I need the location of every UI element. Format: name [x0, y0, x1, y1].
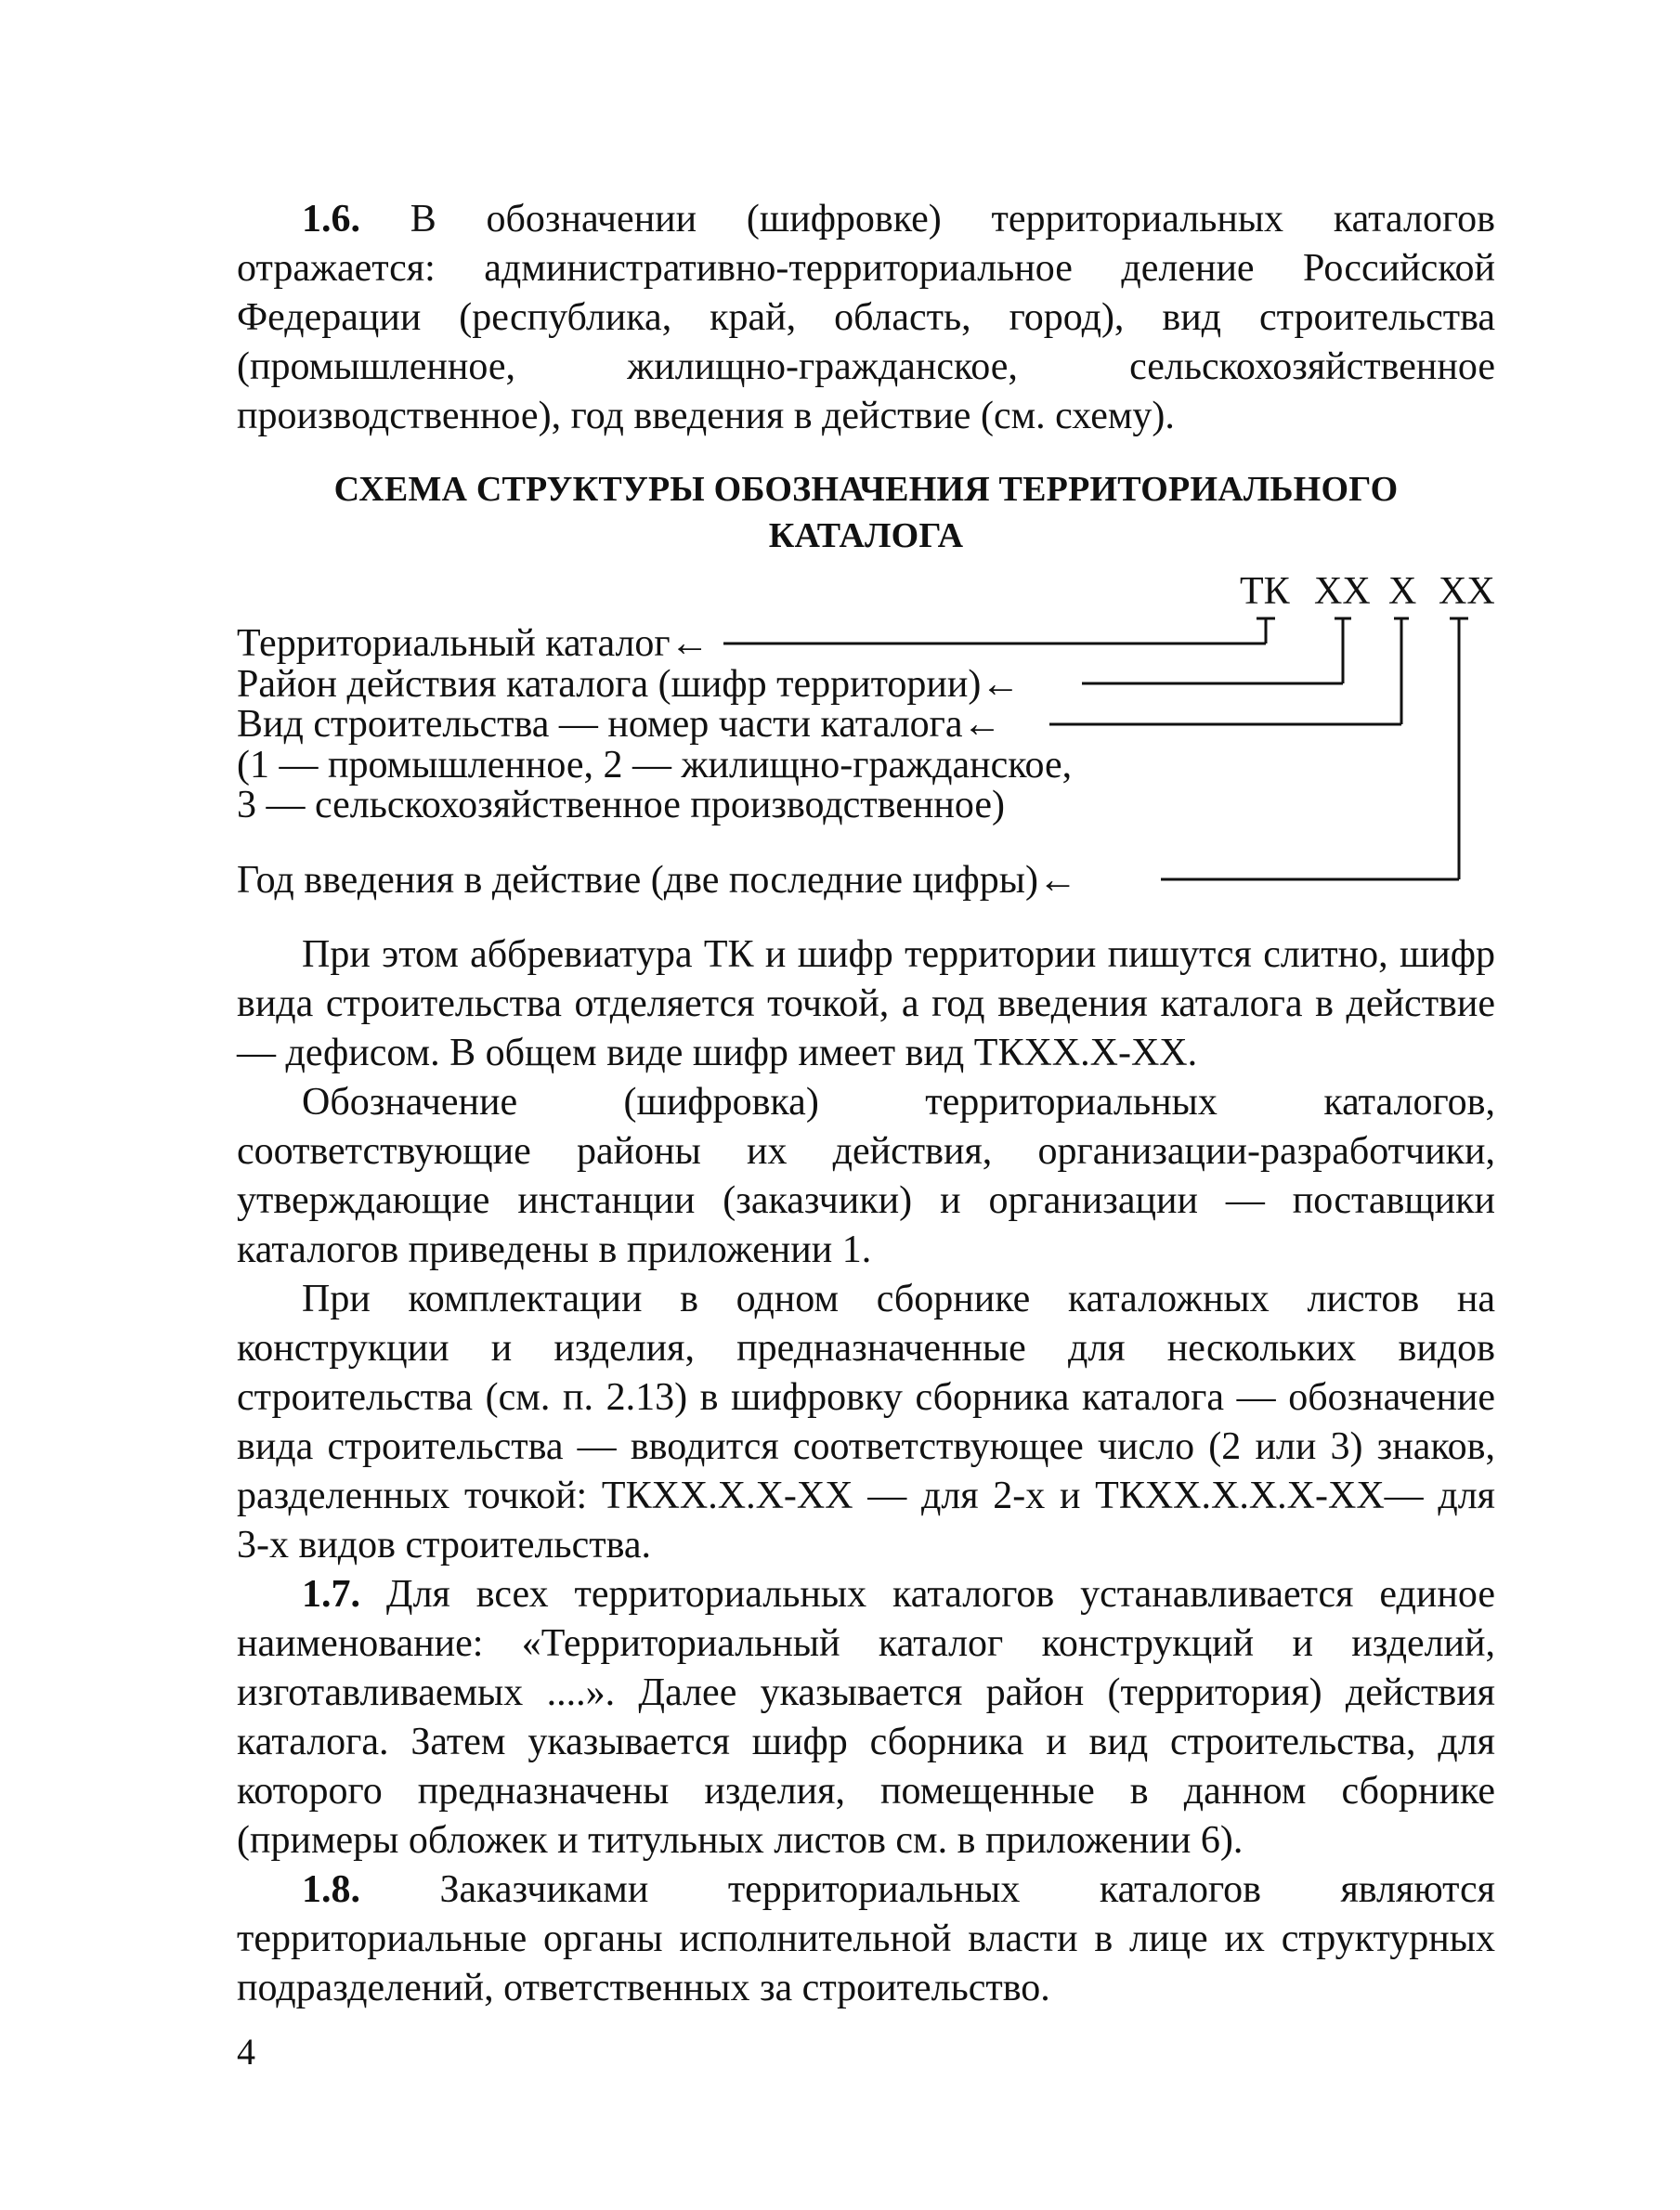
section-text-1-7: Для всех территориальных каталогов устанавливается единое наименование: «Территориальный каталог конструкций и изделий, изготавливаемых ....». Далее указывается район (территория) действия каталога. Затем указывается шифр сборника и вид строительства, для которого предназначены изделия, помещенные в данном сборнике (примеры обложек и титульных листов см. в приложении 6). [237, 1573, 1495, 1862]
arrow-left-icon: ← [670, 622, 710, 665]
schema-title-line-2: КАТАЛОГА [768, 516, 964, 555]
section-number-1-8: 1.8. [302, 1868, 360, 1911]
scheme-label-types-1-2: (1 — промышленное, 2 — жилищно-гражданское, [237, 744, 1073, 786]
page-number: 4 [237, 2031, 255, 2073]
scheme-label-territory: Район действия каталога (шифр территории)← [237, 663, 1021, 706]
schema-title-line-1: СХЕМА СТРУКТУРЫ ОБОЗНАЧЕНИЯ ТЕРРИТОРИАЛЬНОГО [333, 470, 1399, 509]
code-part-construction-type: Х [1388, 570, 1417, 613]
paragraph-designation: Обозначение (шифровка) территориальных каталогов, соответствующие районы их действия, организации-разработчики, утверждающие инстанции (заказчики) и организации — поставщики каталогов приведены в приложении 1. [237, 1081, 1495, 1271]
schema-title [237, 466, 1495, 559]
arrow-left-icon: ← [1037, 859, 1077, 902]
paragraph-1-6 [237, 195, 1495, 441]
catalog-code [1240, 568, 1500, 615]
section-text-1-6: В обозначении (шифровке) территориальных каталогов отражается: административно-территориальное деление Российской Федерации (республика, край, область, город), вид строительства (промышленное, жилищно-гражданское, сельскохозяйственное производственное), год введения в действие (см. схему). [237, 198, 1495, 437]
scheme-label-year: Год введения в действие (две последние цифры)← [237, 859, 1077, 902]
scheme-label-type-3: 3 — сельскохозяйственное производственное) [237, 784, 1005, 826]
paragraph-abbreviation: При этом аббревиатура ТК и шифр территории пишутся слитно, шифр вида строительства отделяется точкой, а год введения каталога в действие — дефисом. В общем виде шифр имеет вид ТКХХ.Х-ХХ. [237, 933, 1495, 1074]
page-body [237, 195, 1495, 2013]
scheme-label-construction-type: Вид строительства — номер части каталога← [237, 703, 1002, 746]
code-part-tk: ТК [1240, 570, 1290, 613]
arrow-left-icon: ← [962, 703, 1002, 746]
code-part-year: ХХ [1439, 570, 1495, 613]
scheme-label-catalog: Территориальный каталог← [237, 622, 710, 665]
arrow-left-icon: ← [981, 663, 1021, 706]
section-number-1-6: 1.6. [302, 198, 360, 240]
paragraph-1-7 [237, 1570, 1495, 1866]
section-text-1-8: Заказчиками территориальных каталогов являются территориальные органы исполнительной власти в лице их структурных подразделений, ответственных за строительство. [237, 1868, 1495, 2009]
code-part-territory: ХХ [1314, 570, 1371, 613]
paragraph-1-8 [237, 1866, 1495, 2013]
section-number-1-7: 1.7. [302, 1573, 360, 1616]
paragraph-completion: При комплектации в одном сборнике каталожных листов на конструкции и изделия, предназначенные для нескольких видов строительства (см. п. 2.13) в шифровку сборника каталога — обозначение вида строительства — вводится соответствующее число (2 или 3) знаков, разделенных точкой: ТКХХ.Х.Х-ХХ — для 2-х и ТКХХ.Х.Х.Х-ХХ— для 3-х видов строительства. [237, 1278, 1495, 1566]
designation-scheme [237, 568, 1495, 914]
